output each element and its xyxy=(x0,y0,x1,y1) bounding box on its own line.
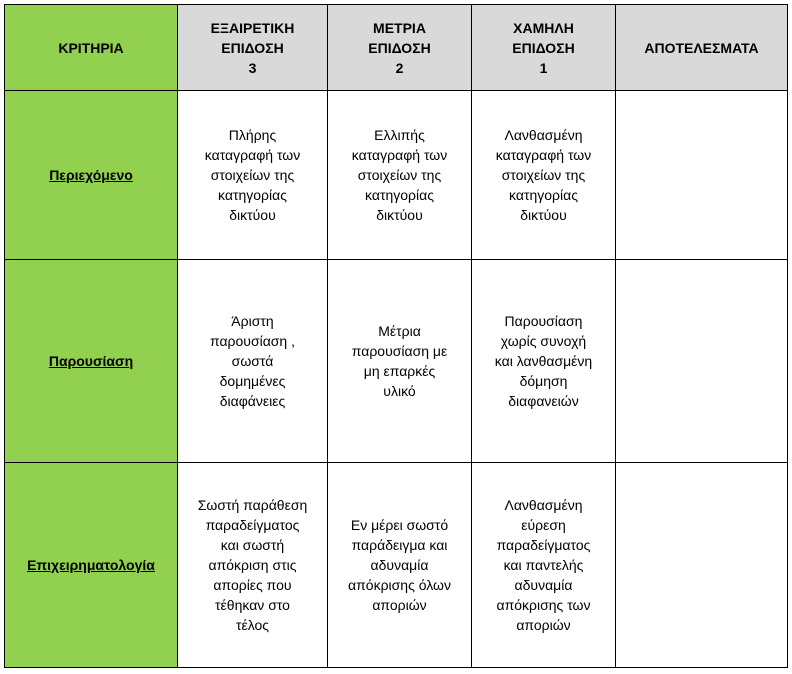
description-line: Άριστη xyxy=(231,313,274,329)
description-line: δικτύου xyxy=(520,207,567,223)
description-cell xyxy=(328,260,472,463)
level-name-line: ΕΠΙΔΟΣΗ xyxy=(512,39,575,56)
description-line: Λανθασμένη xyxy=(504,127,583,143)
criterion-cell xyxy=(5,463,178,668)
level-name-line: ΧΑΜΗΛΗ xyxy=(513,19,574,36)
description-line: δικτύου xyxy=(229,207,276,223)
rubric-body xyxy=(5,91,788,668)
criterion-name: Περιεχόμενο xyxy=(49,167,133,183)
description-line: στοιχείων της xyxy=(501,167,586,183)
description-line: αδυναμία xyxy=(514,577,573,593)
level-header-low xyxy=(472,5,616,91)
description-line: στοιχείων της xyxy=(210,167,295,183)
result-cell xyxy=(616,91,788,260)
rubric-table xyxy=(4,4,788,668)
description-line: Λανθασμένη xyxy=(504,497,583,513)
results-header xyxy=(616,5,788,91)
description-cell xyxy=(178,91,328,260)
description-line: καταγραφή των xyxy=(495,147,592,163)
description-line: τέθηκαν στο xyxy=(215,597,290,613)
description-line: απορίες που xyxy=(213,577,292,593)
level-score: 3 xyxy=(248,59,257,76)
description-line: δικτύου xyxy=(376,207,423,223)
description-line: δόμηση xyxy=(519,373,568,389)
description-line: κατηγορίας xyxy=(509,187,578,203)
description-line: σωστά xyxy=(231,353,274,369)
description-cell xyxy=(178,463,328,668)
description-line: απόκρισης όλων xyxy=(348,577,451,593)
description-cell xyxy=(472,91,616,260)
criteria-header xyxy=(5,5,178,91)
description-cell xyxy=(328,463,472,668)
description-line: Πλήρης xyxy=(228,127,277,143)
description-cell xyxy=(472,260,616,463)
rubric-row-presentation xyxy=(5,260,788,463)
description-line: μη επαρκές xyxy=(363,363,436,379)
level-score: 2 xyxy=(395,59,404,76)
description-line: καταγραφή των xyxy=(351,147,448,163)
rubric-row-content xyxy=(5,91,788,260)
description-line: και λανθασμένη xyxy=(494,353,593,369)
description-line: αποριών xyxy=(516,617,571,633)
description-line: υλικό xyxy=(383,383,416,399)
description-line: Παρουσίαση xyxy=(504,313,583,329)
level-header-excellent xyxy=(178,5,328,91)
description-line: παραδείγματος xyxy=(205,517,300,533)
description-line: Ελλιπής xyxy=(374,127,425,143)
criterion-cell xyxy=(5,260,178,463)
level-score: 1 xyxy=(539,59,548,76)
description-line: στοιχείων της xyxy=(357,167,442,183)
description-line: καταγραφή των xyxy=(204,147,301,163)
description-line: κατηγορίας xyxy=(365,187,434,203)
description-line: εύρεση xyxy=(521,517,566,533)
header-row xyxy=(5,5,788,91)
description-line: και σωστή xyxy=(220,537,285,553)
level-name-line: ΕΠΙΔΟΣΗ xyxy=(368,39,431,56)
criterion-name: Παρουσίαση xyxy=(48,353,134,369)
criterion-name: Επιχειρηματολογία xyxy=(27,557,155,573)
description-line: και παντελής xyxy=(503,557,584,573)
level-name-line: ΕΠΙΔΟΣΗ xyxy=(221,39,284,56)
description-line: δομημένες xyxy=(219,373,286,389)
description-line: Μέτρια xyxy=(378,323,421,339)
results-header-label: ΑΠΟΤΕΛΕΣΜΑΤΑ xyxy=(644,39,759,56)
description-line: Εν μέρει σωστό xyxy=(350,517,449,533)
description-line: παρουσίαση , xyxy=(209,333,295,349)
result-cell xyxy=(616,463,788,668)
description-line: αποριών xyxy=(372,597,427,613)
description-cell xyxy=(328,91,472,260)
criterion-cell xyxy=(5,91,178,260)
criteria-header-label: ΚΡΙΤΗΡΙΑ xyxy=(58,39,124,56)
description-line: διαφάνειες xyxy=(219,393,286,409)
level-name-line: ΕΞΑΙΡΕΤΙΚΗ xyxy=(210,19,295,36)
description-line: παρουσίαση με xyxy=(351,343,448,359)
description-line: απόκρισης των xyxy=(496,597,591,613)
description-line: Σωστή παράθεση xyxy=(197,497,308,513)
description-line: χωρίς συνοχή xyxy=(500,333,587,349)
description-line: απόκριση στις xyxy=(208,557,297,573)
description-line: παραδείγματος xyxy=(496,537,591,553)
description-line: κατηγορίας xyxy=(218,187,287,203)
description-line: παράδειγμα και xyxy=(351,537,448,553)
description-line: διαφανειών xyxy=(508,393,579,409)
description-cell xyxy=(178,260,328,463)
description-line: αδυναμία xyxy=(370,557,429,573)
rubric-row-argumentation xyxy=(5,463,788,668)
description-cell xyxy=(472,463,616,668)
level-header-moderate xyxy=(328,5,472,91)
level-name-line: ΜΕΤΡΙΑ xyxy=(373,19,426,36)
description-line: τέλος xyxy=(235,617,270,633)
result-cell xyxy=(616,260,788,463)
